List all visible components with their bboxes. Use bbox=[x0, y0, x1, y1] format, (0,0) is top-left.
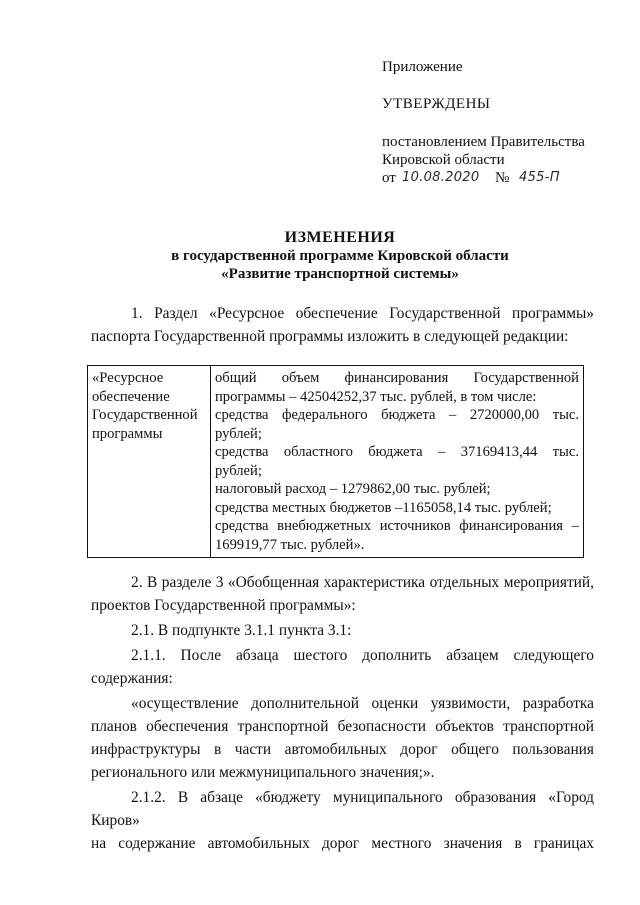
subsection-2-1-2-line-1: 2.1.2. В абзаце «бюджету муниципального образования «Город Киров» bbox=[91, 789, 594, 829]
decree-line-2: Кировской области bbox=[382, 152, 505, 168]
value-line: 169919,77 тыс. рублей». bbox=[215, 536, 365, 553]
value-line: общий объем финансирования Государственной bbox=[215, 370, 579, 386]
title-program: в государственной программе Кировской области bbox=[171, 248, 509, 264]
title-program-name: «Развитие транспортной системы» bbox=[221, 266, 459, 282]
from-label: от bbox=[382, 170, 396, 186]
approved-label: УТВЕРЖДЕНЫ bbox=[382, 96, 491, 112]
table-row bbox=[88, 366, 584, 558]
value-line: налоговый расход – 1279862,00 тыс. рублей; bbox=[215, 481, 491, 497]
resource-table bbox=[87, 365, 584, 558]
document-title bbox=[60, 229, 620, 283]
appendix-label: Приложение bbox=[382, 59, 463, 75]
handwritten-date: 10.08.2020 bbox=[402, 170, 480, 185]
quote-line-2: планов обеспечения транспортной безопасности объектов транспортной bbox=[91, 718, 594, 735]
subsection-2-1: 2.1. В подпункте 3.1.1 пункта 3.1: bbox=[131, 622, 352, 639]
value-line: средства областного бюджета – 37169413,44 тыс. bbox=[215, 444, 579, 460]
label-line: программы bbox=[92, 425, 163, 442]
label-line: «Ресурсное bbox=[92, 370, 164, 386]
resource-value-cell bbox=[211, 366, 584, 558]
section-1-line-1: 1. Раздел «Ресурсное обеспечение Государственной программы» bbox=[131, 305, 594, 322]
section-2-line-2: проектов Государственной программы»: bbox=[91, 597, 356, 614]
value-line: рублей; bbox=[215, 425, 262, 442]
value-line: средства местных бюджетов –1165058,14 тыс. рублей; bbox=[215, 499, 552, 516]
quote-line-3: инфраструктуры в части автомобильных дорог общего пользования bbox=[91, 741, 594, 758]
value-line: рублей; bbox=[215, 462, 262, 479]
value-line: средства федерального бюджета – 2720000,00 тыс. bbox=[215, 407, 579, 423]
subsection-2-1-2-line-2: на содержание автомобильных дорог местного значения в границах bbox=[91, 835, 594, 852]
approval-block bbox=[382, 58, 622, 189]
label-line: Государственной bbox=[92, 407, 198, 423]
handwritten-number: 455-П bbox=[519, 170, 560, 185]
quote-line-4: регионального или межмуниципального значения;». bbox=[91, 764, 435, 781]
label-line: обеспечение bbox=[92, 388, 170, 405]
section-1-paragraph bbox=[91, 302, 594, 348]
title-changes: ИЗМЕНЕНИЯ bbox=[284, 229, 396, 246]
value-line: средства внебюджетных источников финансирования – bbox=[215, 518, 579, 534]
section-1-line-2: паспорта Государственной программы изложить в следующей редакции: bbox=[91, 328, 569, 345]
subsection-2-1-1-line-1: 2.1.1. После абзаца шестого дополнить абзацем следующего bbox=[131, 647, 594, 664]
value-line: программы – 42504252,37 тыс. рублей, в том числе: bbox=[215, 388, 537, 405]
section-2 bbox=[91, 571, 594, 855]
quote-line-1: «осуществление дополнительной оценки уязвимости, разработка bbox=[131, 695, 594, 712]
resource-label-cell bbox=[88, 366, 211, 558]
section-2-line-1: 2. В разделе 3 «Обобщенная характеристика отдельных мероприятий, bbox=[131, 574, 594, 591]
decree-line-1: постановлением Правительства bbox=[382, 134, 585, 150]
number-label: № bbox=[495, 170, 510, 186]
subsection-2-1-1-line-2: содержания: bbox=[91, 670, 173, 687]
decree-date-number-row bbox=[382, 169, 622, 189]
